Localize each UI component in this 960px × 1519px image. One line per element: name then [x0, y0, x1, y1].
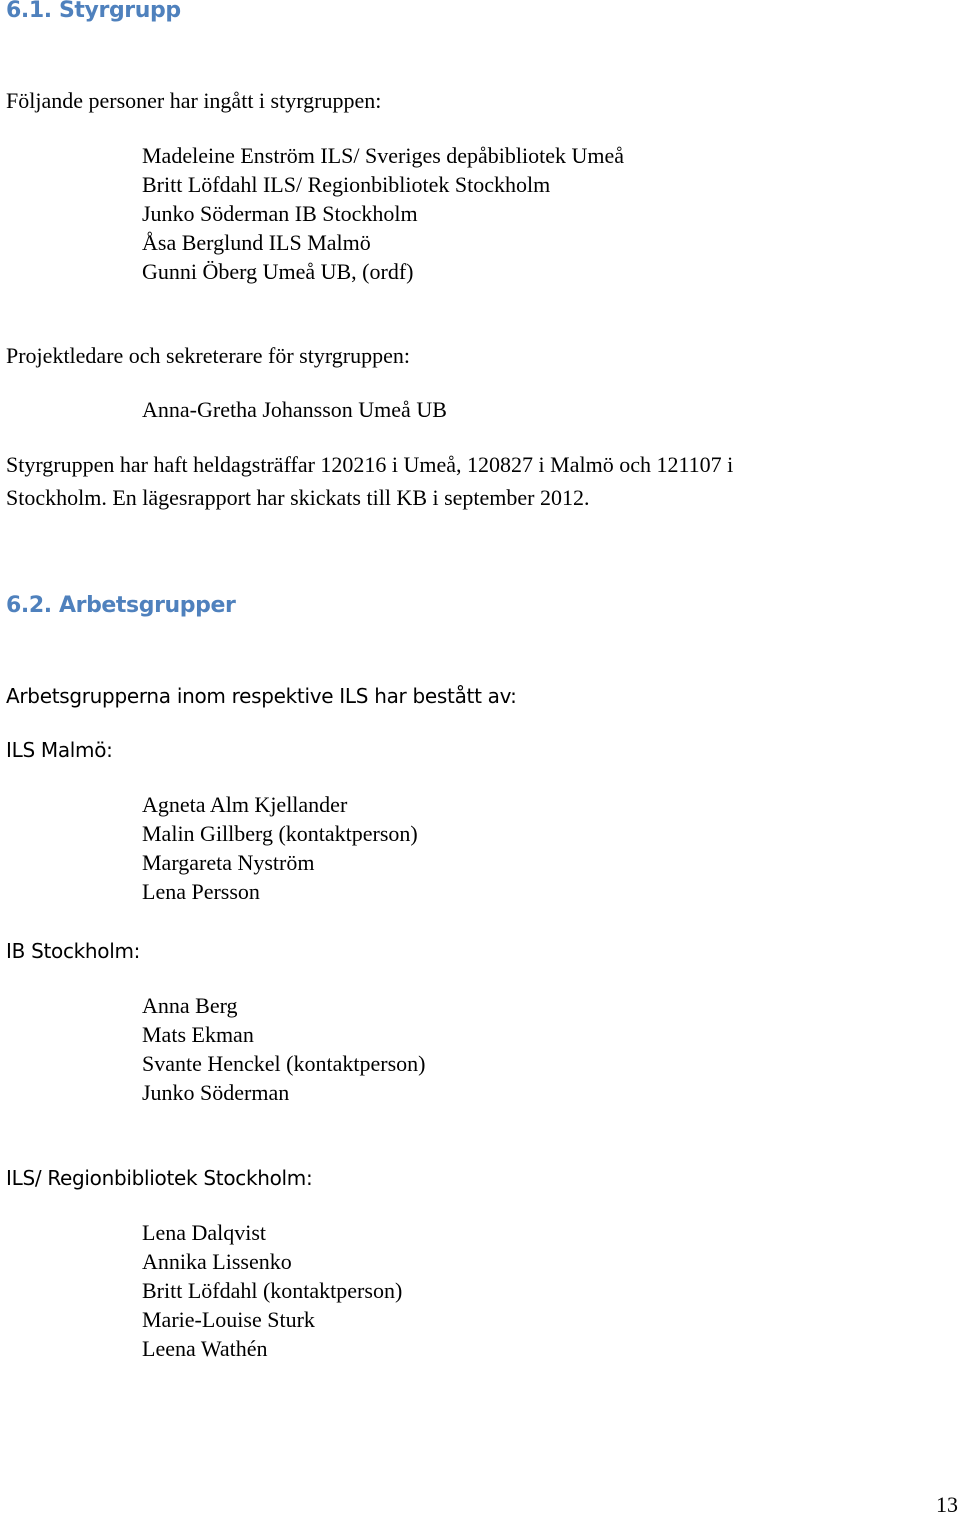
- list-item: Mats Ekman: [142, 1022, 254, 1047]
- list-item: Britt Löfdahl ILS/ Regionbibliotek Stockholm: [142, 172, 551, 197]
- list-item: Åsa Berglund ILS Malmö: [142, 230, 371, 255]
- group-label-ils-regionbibliotek: ILS/ Regionbibliotek Stockholm:: [6, 1166, 313, 1190]
- list-item: Svante Henckel (kontaktperson): [142, 1051, 426, 1076]
- list-item: Margareta Nyström: [142, 850, 315, 875]
- list-item: Lena Dalqvist: [142, 1220, 267, 1245]
- list-item: Leena Wathén: [142, 1336, 268, 1361]
- list-item: Agneta Alm Kjellander: [142, 792, 348, 817]
- list-item: Junko Söderman: [142, 1080, 290, 1105]
- arbetsgrupper-intro: Arbetsgrupperna inom respektive ILS har bestått av:: [6, 684, 517, 708]
- list-item: Malin Gillberg (kontaktperson): [142, 821, 418, 846]
- list-item: Gunni Öberg Umeå UB, (ordf): [142, 259, 414, 284]
- meetings-paragraph: [6, 450, 733, 512]
- list-item: Junko Söderman IB Stockholm: [142, 201, 418, 226]
- styrgrupp-intro: Följande personer har ingått i styrgruppen:: [6, 88, 382, 113]
- group-member-list-ib-stockholm: [142, 991, 425, 1107]
- group-member-list-ils-malmo: [142, 790, 418, 906]
- list-item: Annika Lissenko: [142, 1249, 292, 1274]
- list-item: Marie-Louise Sturk: [142, 1307, 315, 1332]
- group-member-list-ils-regionbibliotek: [142, 1218, 402, 1363]
- page-number: 13: [936, 1492, 958, 1517]
- group-label-ils-malmo: ILS Malmö:: [6, 738, 113, 762]
- project-lead-name: Anna-Gretha Johansson Umeå UB: [142, 397, 447, 422]
- section-heading-arbetsgrupper: 6.2. Arbetsgrupper: [6, 593, 236, 618]
- project-lead-label: Projektledare och sekreterare för styrgruppen:: [6, 343, 410, 368]
- list-item: Madeleine Enström ILS/ Sveriges depåbibliotek Umeå: [142, 143, 625, 168]
- list-item: Anna Berg: [142, 993, 238, 1018]
- paragraph-line: Stockholm. En lägesrapport har skickats till KB i september 2012.: [6, 485, 590, 510]
- paragraph-line: Styrgruppen har haft heldagsträffar 120216 i Umeå, 120827 i Malmö och 121107 i: [6, 452, 734, 477]
- section-heading-styrgrupp: 6.1. Styrgrupp: [6, 0, 181, 23]
- group-label-ib-stockholm: IB Stockholm:: [6, 939, 141, 963]
- list-item: Britt Löfdahl (kontaktperson): [142, 1278, 403, 1303]
- list-item: Lena Persson: [142, 879, 260, 904]
- styrgrupp-member-list: [142, 141, 624, 286]
